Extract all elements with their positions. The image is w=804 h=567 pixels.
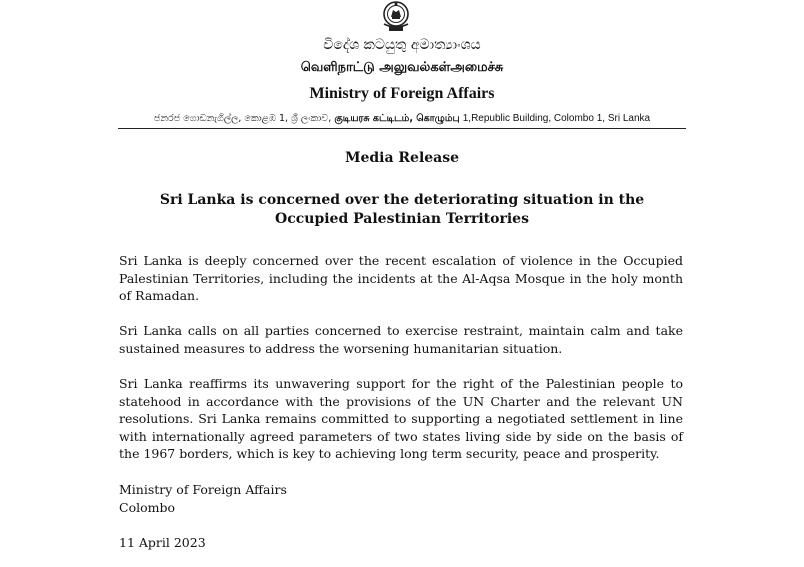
address-english: 1,Republic Building, Colombo 1, Sri Lanka xyxy=(462,113,651,124)
letterhead-address xyxy=(118,113,686,125)
media-release-label: Media Release xyxy=(344,150,460,166)
signoff-ministry: Ministry of Foreign Affairs xyxy=(119,482,287,497)
headline-line-2: Occupied Palestinian Territories xyxy=(275,211,529,227)
address-tamil: குடியரசு கட்டிடம், கொழும்பு xyxy=(334,113,460,124)
address-sinhala: ජනරජ ගොඩනැගිල්ල, කොළඹ 1, ශ්‍රී ලංකාව, xyxy=(153,113,332,124)
body-paragraph-1: Sri Lanka is deeply concerned over the recent escalation of violence in the Occupied Palestinian Territories, including the incidents at the Al-Aqsa Mosque in the holy month of Ramadan. xyxy=(119,253,683,303)
signoff-city: Colombo xyxy=(119,499,175,515)
release-headline xyxy=(118,191,686,229)
body-paragraph-2: Sri Lanka calls on all parties concerned to exercise restraint, maintain calm and take sustained measures to address the worsening humanitarian situation. xyxy=(119,323,683,356)
ministry-name-english: Ministry of Foreign Affairs xyxy=(309,85,495,102)
ministry-name-sinhala: විදේශ කටයුතු අමාත්‍යාංශය xyxy=(323,37,481,53)
body-paragraph-3: Sri Lanka reaffirms its unwavering support for the right of the Palestinian people to statehood in accordance with the provisions of the UN Charter and the relevant UN resolutions. Sri Lanka remains committed to supporting a negotiated settlement in line with internationally agreed parameters of two states living side by side on the basis of the 1967 borders, which is key to achieving long term security, peace and prosperity. xyxy=(119,376,683,461)
sri-lanka-emblem-icon xyxy=(377,0,415,33)
letterhead-divider xyxy=(118,128,686,129)
release-date: 11 April 2023 xyxy=(119,535,206,550)
signoff xyxy=(119,481,287,516)
ministry-name-tamil: வெளிநாட்டு அலுவல்கள்அமைச்சு xyxy=(300,60,504,75)
headline-line-1: Sri Lanka is concerned over the deteriorating situation in the xyxy=(159,192,645,208)
